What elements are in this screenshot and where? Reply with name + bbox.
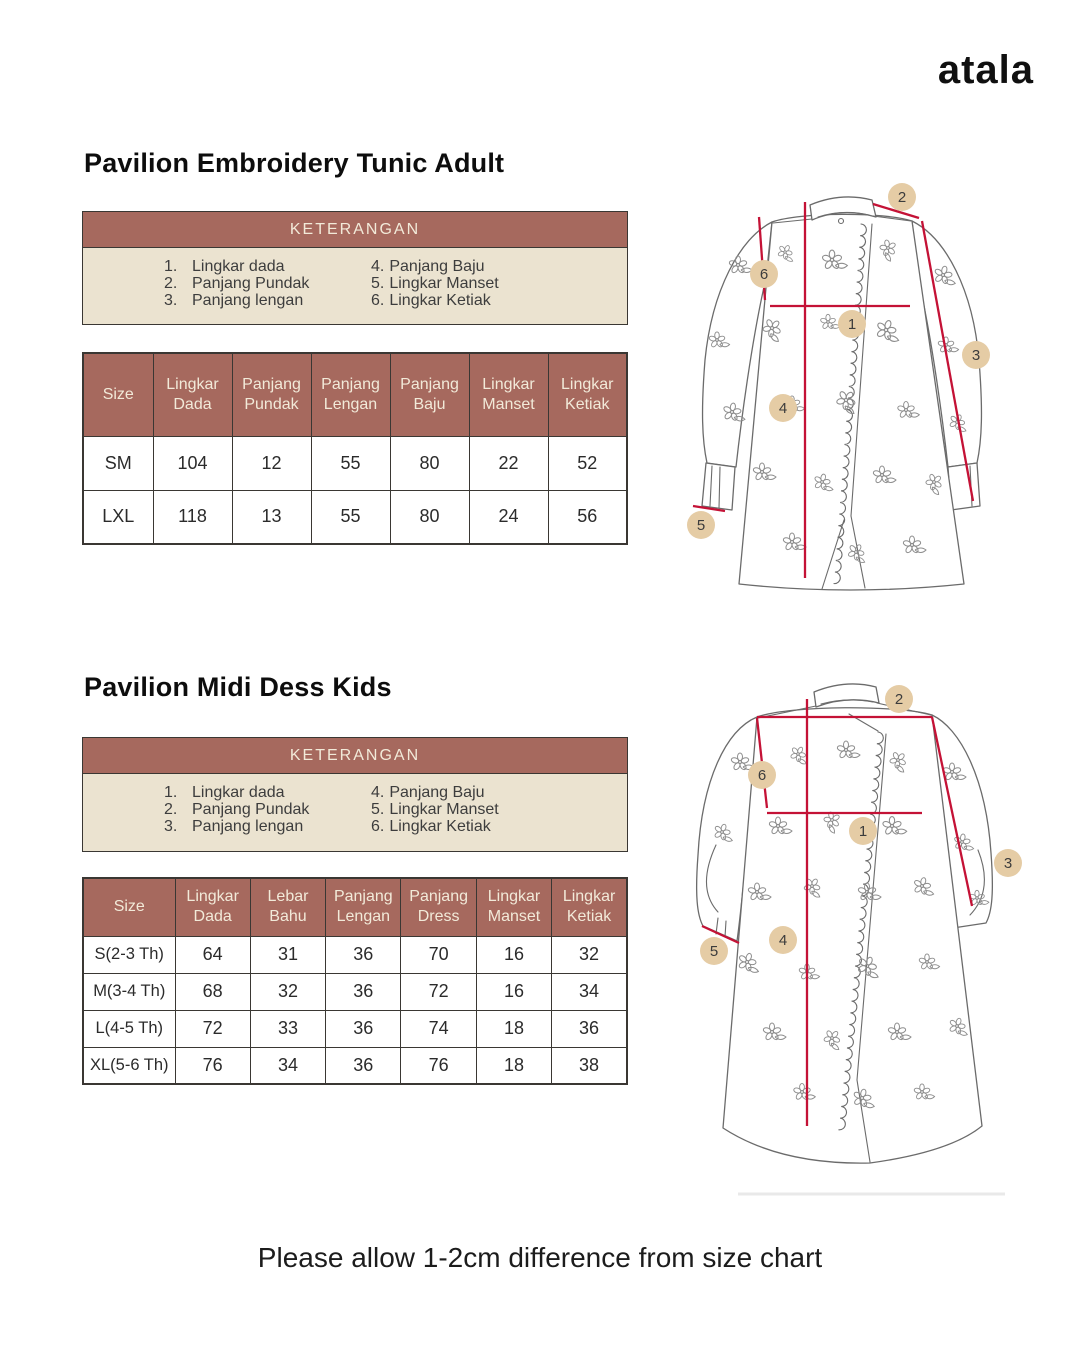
table-header-cell: Size — [83, 878, 175, 936]
table-row — [83, 973, 627, 1010]
legend-num: 6. — [371, 292, 385, 309]
size-table-kids — [82, 877, 628, 1085]
table-cell: 24 — [469, 490, 548, 544]
legend-item — [371, 292, 499, 309]
keterangan-left-list — [164, 258, 309, 309]
table-cell: 68 — [175, 973, 250, 1010]
legend-item — [164, 275, 309, 292]
table-header-cell: Lingkar Dada — [175, 878, 250, 936]
table-cell: 76 — [401, 1047, 476, 1084]
table-cell: 64 — [175, 936, 250, 973]
table-row — [83, 436, 627, 490]
legend-num: 3. — [164, 818, 178, 835]
svg-text:5: 5 — [709, 943, 719, 960]
table-row — [83, 490, 627, 544]
legend-label: Panjang Baju — [389, 258, 485, 275]
legend-item — [371, 275, 499, 292]
legend-item — [371, 818, 499, 835]
table-header-cell: Lingkar Ketiak — [548, 353, 627, 436]
measure-callout — [962, 341, 990, 369]
legend-label: Lingkar Manset — [389, 275, 499, 292]
table-cell: 33 — [250, 1010, 325, 1047]
tunic-measurement-diagram — [660, 160, 1080, 600]
table-header-cell: Panjang Dress — [401, 878, 476, 936]
measure-callout — [888, 183, 916, 211]
legend-item — [371, 258, 499, 275]
legend-label: Panjang lengan — [192, 818, 304, 835]
keterangan-right-list — [371, 784, 499, 835]
table-cell: 18 — [476, 1047, 551, 1084]
legend-label: Panjang Pundak — [192, 801, 310, 818]
legend-num: 2. — [164, 801, 178, 818]
legend-label: Panjang Pundak — [192, 275, 310, 292]
keterangan-heading: KETERANGAN — [83, 212, 627, 248]
legend-num: 1. — [164, 258, 178, 275]
legend-item — [371, 801, 499, 818]
brand-logo: atala — [937, 48, 1034, 92]
legend-num: 3. — [164, 292, 178, 309]
measure-callout — [750, 260, 778, 288]
svg-text:4: 4 — [778, 400, 788, 417]
keterangan-heading: KETERANGAN — [83, 738, 627, 774]
legend-item — [371, 784, 499, 801]
table-cell: 104 — [153, 436, 232, 490]
keterangan-right-list — [371, 258, 499, 309]
legend-label: Panjang lengan — [192, 292, 304, 309]
measure-callout — [700, 937, 728, 965]
table-header-cell: Lingkar Ketiak — [552, 878, 627, 936]
table-header-cell: Lebar Bahu — [250, 878, 325, 936]
legend-item — [164, 784, 309, 801]
svg-text:3: 3 — [971, 347, 981, 364]
svg-text:4: 4 — [778, 932, 788, 949]
keterangan-box-adult — [82, 211, 628, 325]
svg-text:2: 2 — [894, 691, 904, 708]
size-cell: SM — [83, 436, 153, 490]
legend-num: 1. — [164, 784, 178, 801]
legend-num: 5. — [371, 275, 385, 292]
table-cell: 72 — [401, 973, 476, 1010]
section-title-adult: Pavilion Embroidery Tunic Adult — [84, 148, 505, 178]
table-cell: 55 — [311, 490, 390, 544]
svg-text:1: 1 — [847, 316, 857, 333]
legend-item — [164, 801, 309, 818]
table-cell: 34 — [250, 1047, 325, 1084]
svg-text:1: 1 — [858, 823, 868, 840]
legend-num: 6. — [371, 818, 385, 835]
table-cell: 34 — [552, 973, 627, 1010]
tunic-outline — [702, 197, 981, 590]
table-cell: 70 — [401, 936, 476, 973]
table-cell: 32 — [552, 936, 627, 973]
table-cell: 36 — [326, 973, 401, 1010]
table-cell: 32 — [250, 973, 325, 1010]
measure-callout — [687, 511, 715, 539]
table-cell: 56 — [548, 490, 627, 544]
legend-label: Lingkar dada — [192, 258, 285, 275]
table-cell: 36 — [552, 1010, 627, 1047]
svg-text:5: 5 — [696, 517, 706, 534]
table-cell: 36 — [326, 1047, 401, 1084]
table-cell: 13 — [232, 490, 311, 544]
table-cell: 18 — [476, 1010, 551, 1047]
table-header-cell: Panjang Lengan — [326, 878, 401, 936]
measure-callout — [994, 849, 1022, 877]
size-cell: M(3-4 Th) — [83, 973, 175, 1010]
legend-label: Lingkar dada — [192, 784, 285, 801]
table-cell: 80 — [390, 490, 469, 544]
svg-text:6: 6 — [759, 266, 769, 283]
table-cell: 55 — [311, 436, 390, 490]
table-cell: 36 — [326, 936, 401, 973]
legend-num: 4. — [371, 784, 385, 801]
legend-item — [164, 258, 309, 275]
table-cell: 12 — [232, 436, 311, 490]
legend-item — [164, 292, 309, 309]
legend-num: 5. — [371, 801, 385, 818]
size-table-adult — [82, 352, 628, 545]
table-cell: 16 — [476, 973, 551, 1010]
table-cell: 38 — [552, 1047, 627, 1084]
table-cell: 31 — [250, 936, 325, 973]
table-cell: 76 — [175, 1047, 250, 1084]
table-header-cell: Lingkar Dada — [153, 353, 232, 436]
keterangan-body — [83, 774, 627, 851]
table-cell: 118 — [153, 490, 232, 544]
legend-num: 4. — [371, 258, 385, 275]
size-chart-disclaimer: Please allow 1-2cm difference from size chart — [257, 1242, 823, 1273]
keterangan-box-kids — [82, 737, 628, 852]
table-cell: 80 — [390, 436, 469, 490]
section-title-kids: Pavilion Midi Dess Kids — [84, 672, 392, 702]
legend-label: Lingkar Ketiak — [389, 818, 491, 835]
legend-label: Lingkar Ketiak — [389, 292, 491, 309]
measure-callout — [769, 394, 797, 422]
measure-callout — [838, 310, 866, 338]
legend-item — [164, 818, 309, 835]
table-cell: 16 — [476, 936, 551, 973]
table-cell: 36 — [326, 1010, 401, 1047]
size-cell: S(2-3 Th) — [83, 936, 175, 973]
keterangan-body — [83, 248, 627, 324]
table-header-cell: Lingkar Manset — [469, 353, 548, 436]
keterangan-left-list — [164, 784, 309, 835]
table-cell: 74 — [401, 1010, 476, 1047]
table-cell: 22 — [469, 436, 548, 490]
svg-text:6: 6 — [757, 767, 767, 784]
table-header-cell: Panjang Lengan — [311, 353, 390, 436]
measure-callout — [849, 817, 877, 845]
table-header-cell: Panjang Pundak — [232, 353, 311, 436]
table-cell: 72 — [175, 1010, 250, 1047]
size-cell: L(4-5 Th) — [83, 1010, 175, 1047]
table-row — [83, 1047, 627, 1084]
measure-callout — [748, 761, 776, 789]
measure-callout — [769, 926, 797, 954]
dress-measurement-diagram — [660, 660, 1080, 1220]
table-row — [83, 1010, 627, 1047]
svg-text:3: 3 — [1003, 855, 1013, 872]
svg-text:2: 2 — [897, 189, 907, 206]
measure-callout — [885, 685, 913, 713]
table-row — [83, 936, 627, 973]
size-cell: XL(5-6 Th) — [83, 1047, 175, 1084]
legend-label: Panjang Baju — [389, 784, 485, 801]
size-cell: LXL — [83, 490, 153, 544]
dress-outline — [697, 684, 1005, 1194]
legend-label: Lingkar Manset — [389, 801, 499, 818]
table-header-row — [83, 353, 627, 436]
table-cell: 52 — [548, 436, 627, 490]
table-header-cell: Size — [83, 353, 153, 436]
table-header-cell: Panjang Baju — [390, 353, 469, 436]
table-header-row — [83, 878, 627, 936]
legend-num: 2. — [164, 275, 178, 292]
table-header-cell: Lingkar Manset — [476, 878, 551, 936]
